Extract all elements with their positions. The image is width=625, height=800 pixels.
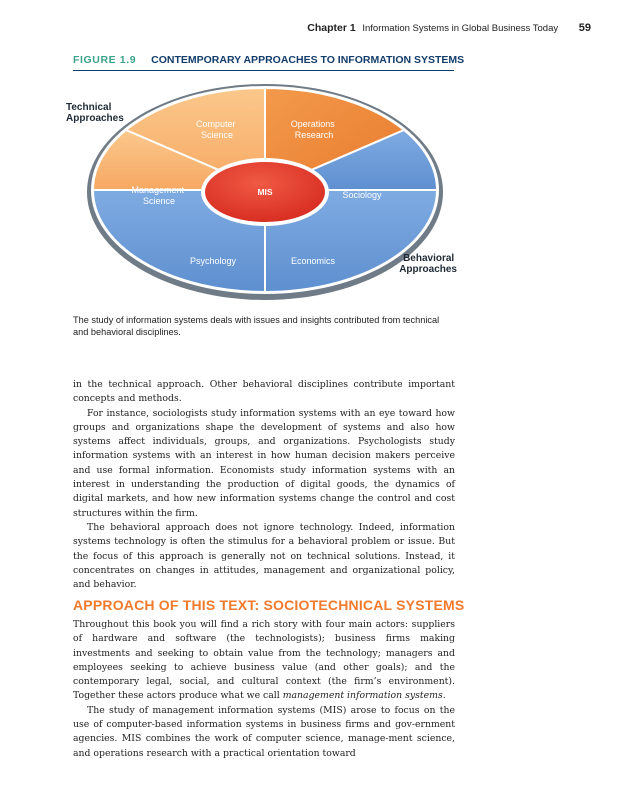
label-sociology: Sociology <box>342 190 382 200</box>
svg-text:Technical Approaches <box>66 102 124 124</box>
label-economics: Economics <box>290 256 336 266</box>
svg-text:Behavioral Approaches <box>399 253 457 275</box>
approaches-diagram <box>60 78 460 308</box>
chapter-label: Chapter 1 <box>307 22 356 34</box>
paragraph-3: The behavioral approach does not ignore technology. Indeed, information systems technology is often the stimulus for a behavioral problem or issue. But the focus of this approach is generally not on technical solutions. Instead, it concentrates on changes in attitudes, management and organizational policy, and behavior. <box>73 521 455 591</box>
figure-title: CONTEMPORARY APPROACHES TO INFORMATION SYSTEMS <box>151 54 465 66</box>
page-number: 59 <box>578 22 591 34</box>
technical-approaches-2: Approaches <box>66 113 124 124</box>
paragraph-2: For instance, sociologists study information systems with an eye toward how groups and organizations shape the development of systems and also how systems affect individuals, groups, and organizations. Psychologists study information systems with an interest in how human decision makers perceive and use formal information. Economists study information systems with an interest in understanding the production of digital goods, the dynamics of digital markets, and how new information systems change the control and cost structures within the firm. <box>73 407 455 519</box>
body-lower <box>73 618 455 761</box>
paragraph-5: The study of management information systems (MIS) arose to focus on the use of computer-based information systems in business firms and gov-ernment agencies. MIS combines the work of computer science, manage-ment science, and operations research with a practical orientation toward <box>73 704 455 759</box>
figure-rule <box>73 70 454 71</box>
paragraph-4-italic: management information systems. <box>282 690 446 702</box>
label-operations-research-2: Research <box>294 130 334 140</box>
paragraph-1: in the technical approach. Other behavioral disciplines contribute important concepts and methods. <box>73 379 455 405</box>
chapter-title: Information Systems in Global Business Today <box>362 23 559 34</box>
figure-note: The study of information systems deals with issues and insights contributed from technical and behavioral disciplines. <box>73 315 440 338</box>
label-management-science-1: Management <box>131 185 185 195</box>
running-header <box>307 22 591 34</box>
label-operations-research-1: Operations <box>290 119 335 129</box>
svg-text:Computer Science <box>196 119 238 140</box>
technical-approaches-1: Technical <box>66 102 112 113</box>
svg-text:Operations Research <box>291 119 338 140</box>
label-management-science-2: Science <box>142 196 176 206</box>
behavioral-approaches-2: Approaches <box>399 264 457 275</box>
label-psychology: Psychology <box>189 256 237 266</box>
label-mis: MIS <box>257 187 273 197</box>
figure-caption-header <box>73 54 464 66</box>
paragraph-4 <box>73 618 455 704</box>
label-computer-science-1: Computer <box>195 119 236 129</box>
figure-number: FIGURE 1.9 <box>73 54 137 66</box>
body-upper <box>73 378 455 592</box>
paragraph-4-text: Throughout this book you will find a rich story with four main actors: suppliers of hardware and software (the technologists); business firms making investments and seeking to obtain value from the technology; managers and employees seeking to achieve business value (and other goals); and the contemporary legal, social, and cultural context (the firm’s environment). Together these actors produce what we call <box>73 619 455 702</box>
section-heading: APPROACH OF THIS TEXT: SOCIOTECHNICAL SYSTEMS <box>73 597 465 613</box>
behavioral-approaches-1: Behavioral <box>403 253 455 264</box>
label-computer-science-2: Science <box>200 130 234 140</box>
